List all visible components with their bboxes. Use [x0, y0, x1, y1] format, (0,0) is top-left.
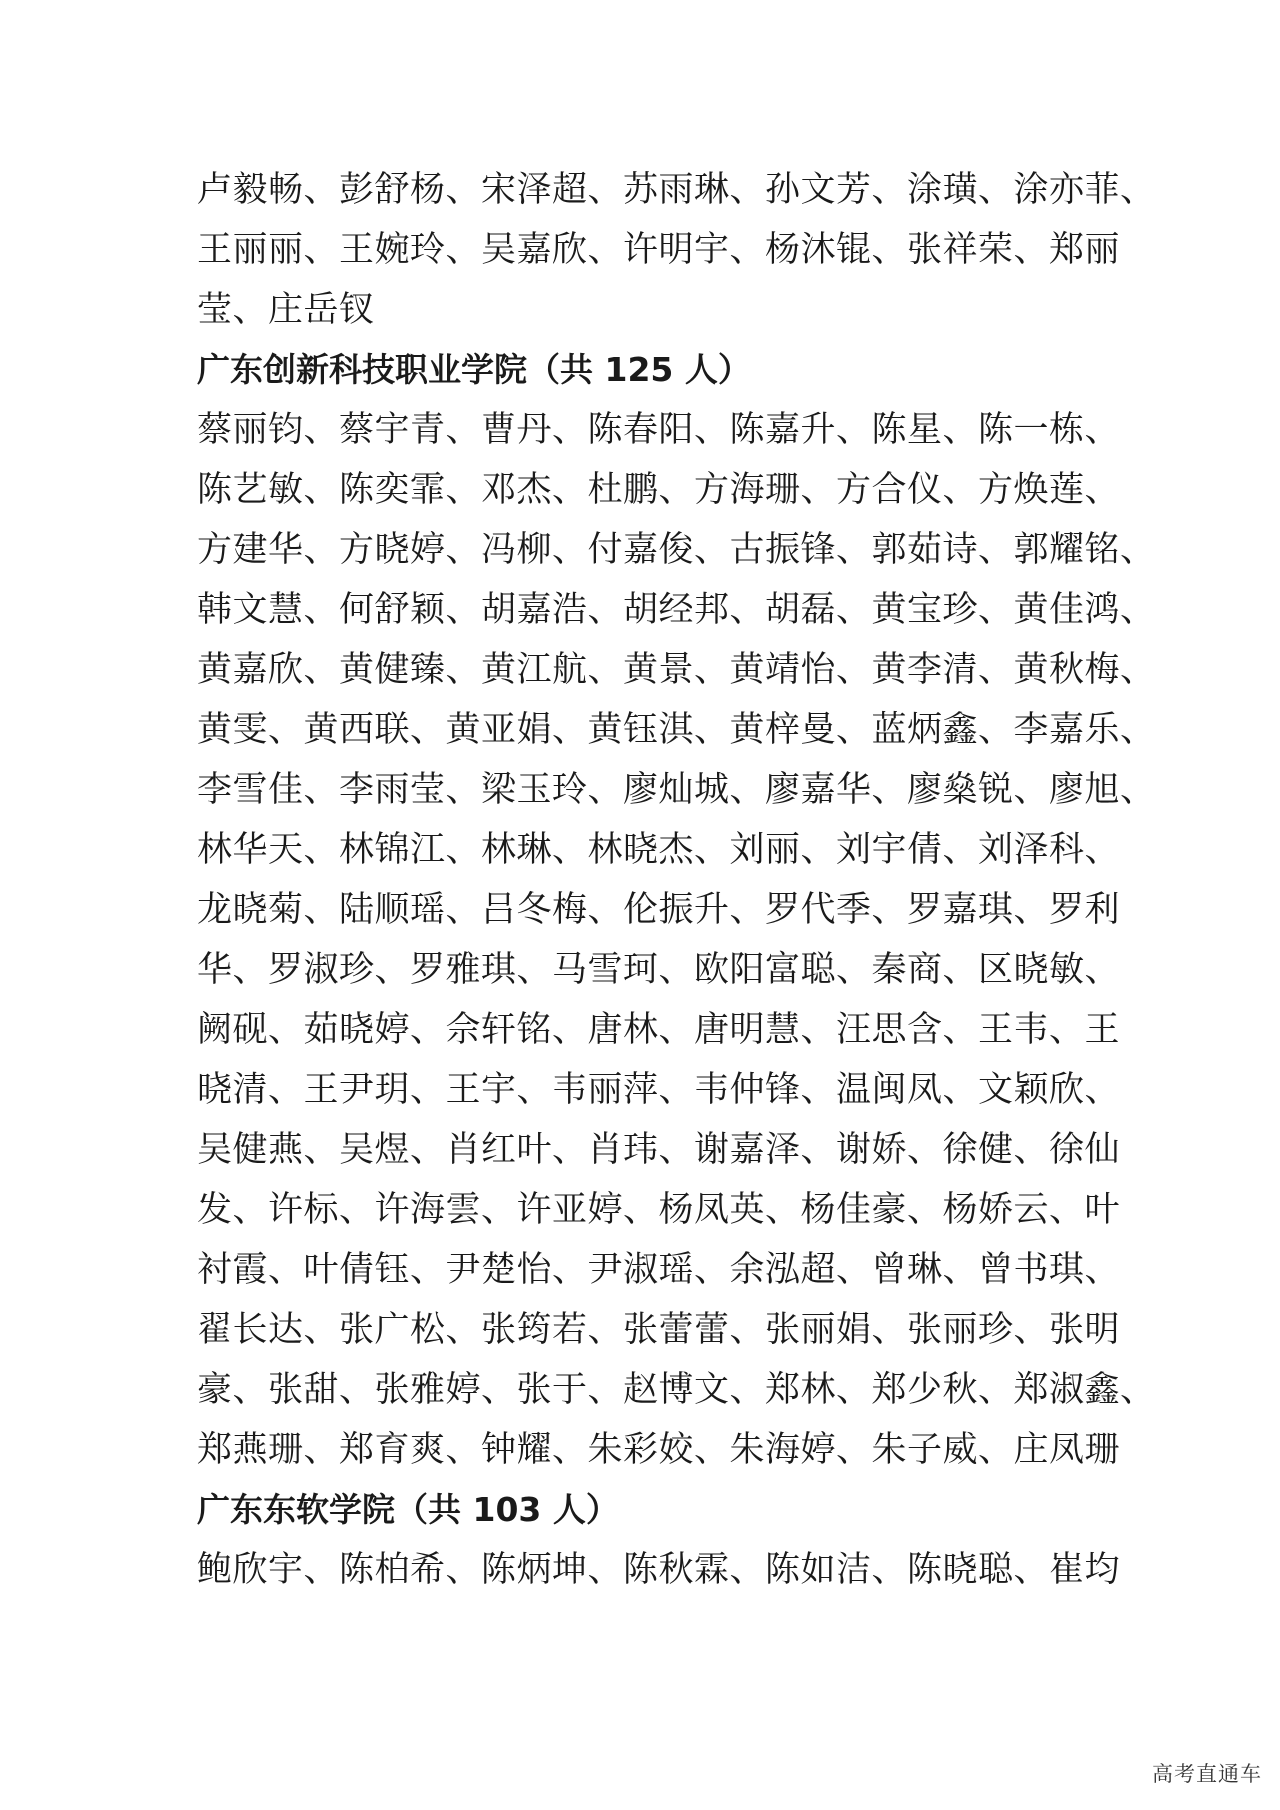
text-line: 华、罗淑珍、罗雅琪、马雪珂、欧阳富聪、秦商、区晓敏、: [197, 950, 1121, 990]
text-line: 郑燕珊、郑育爽、钟耀、朱彩姣、朱海婷、朱子威、庄凤珊: [197, 1430, 1121, 1470]
text-line: 衬霞、叶倩钰、尹楚怡、尹淑瑶、余泓超、曾琳、曾书琪、: [197, 1250, 1121, 1290]
text-line: 鲍欣宇、陈柏希、陈炳坤、陈秋霖、陈如洁、陈晓聪、崔均: [197, 1550, 1121, 1590]
text-line: 吴健燕、吴煜、肖红叶、肖玮、谢嘉泽、谢娇、徐健、徐仙: [197, 1130, 1121, 1170]
watermark: 高考直通车: [1152, 1762, 1262, 1786]
text-line: 龙晓菊、陆顺瑶、吕冬梅、伦振升、罗代季、罗嘉琪、罗利: [197, 890, 1121, 930]
document-page: [197, 160, 1156, 1600]
text-line: 豪、张甜、张雅婷、张于、赵博文、郑林、郑少秋、郑淑鑫、: [197, 1370, 1156, 1410]
text-line: 韩文慧、何舒颖、胡嘉浩、胡经邦、胡磊、黄宝珍、黄佳鸿、: [197, 590, 1156, 630]
section-heading: 广东创新科技职业学院（共 125 人）: [197, 350, 751, 389]
name-list: [197, 400, 1156, 1480]
text-line: 发、许标、许海雲、许亚婷、杨凤英、杨佳豪、杨娇云、叶: [197, 1190, 1121, 1230]
text-line: 卢毅畅、彭舒杨、宋泽超、苏雨琳、孙文芳、涂璜、涂亦菲、: [197, 170, 1156, 210]
text-line: 陈艺敏、陈奕霏、邓杰、杜鹏、方海珊、方合仪、方焕莲、: [197, 470, 1121, 510]
text-line: 阙砚、茹晓婷、佘轩铭、唐林、唐明慧、汪思含、王韦、王: [197, 1010, 1121, 1050]
section-heading: 广东东软学院（共 103 人）: [197, 1490, 619, 1529]
text-line: 方建华、方晓婷、冯柳、付嘉俊、古振锋、郭茹诗、郭耀铭、: [197, 530, 1156, 570]
name-list: [197, 1540, 1121, 1600]
text-line: 莹、庄岳钗: [197, 290, 375, 330]
text-line: 黄雯、黄西联、黄亚娟、黄钰淇、黄梓曼、蓝炳鑫、李嘉乐、: [197, 710, 1156, 750]
name-list-continued: [197, 160, 1156, 340]
text-line: 蔡丽钧、蔡宇青、曹丹、陈春阳、陈嘉升、陈星、陈一栋、: [197, 410, 1121, 450]
text-line: 林华天、林锦江、林琳、林晓杰、刘丽、刘宇倩、刘泽科、: [197, 830, 1121, 870]
text-line: 翟长达、张广松、张筠若、张蕾蕾、张丽娟、张丽珍、张明: [197, 1310, 1121, 1350]
text-line: 晓清、王尹玥、王宇、韦丽萍、韦仲锋、温闽凤、文颖欣、: [197, 1070, 1121, 1110]
text-line: 李雪佳、李雨莹、梁玉玲、廖灿城、廖嘉华、廖燊锐、廖旭、: [197, 770, 1156, 810]
text-line: 黄嘉欣、黄健臻、黄江航、黄景、黄靖怡、黄李清、黄秋梅、: [197, 650, 1156, 690]
text-line: 王丽丽、王婉玲、吴嘉欣、许明宇、杨沐锟、张祥荣、郑丽: [197, 230, 1121, 270]
